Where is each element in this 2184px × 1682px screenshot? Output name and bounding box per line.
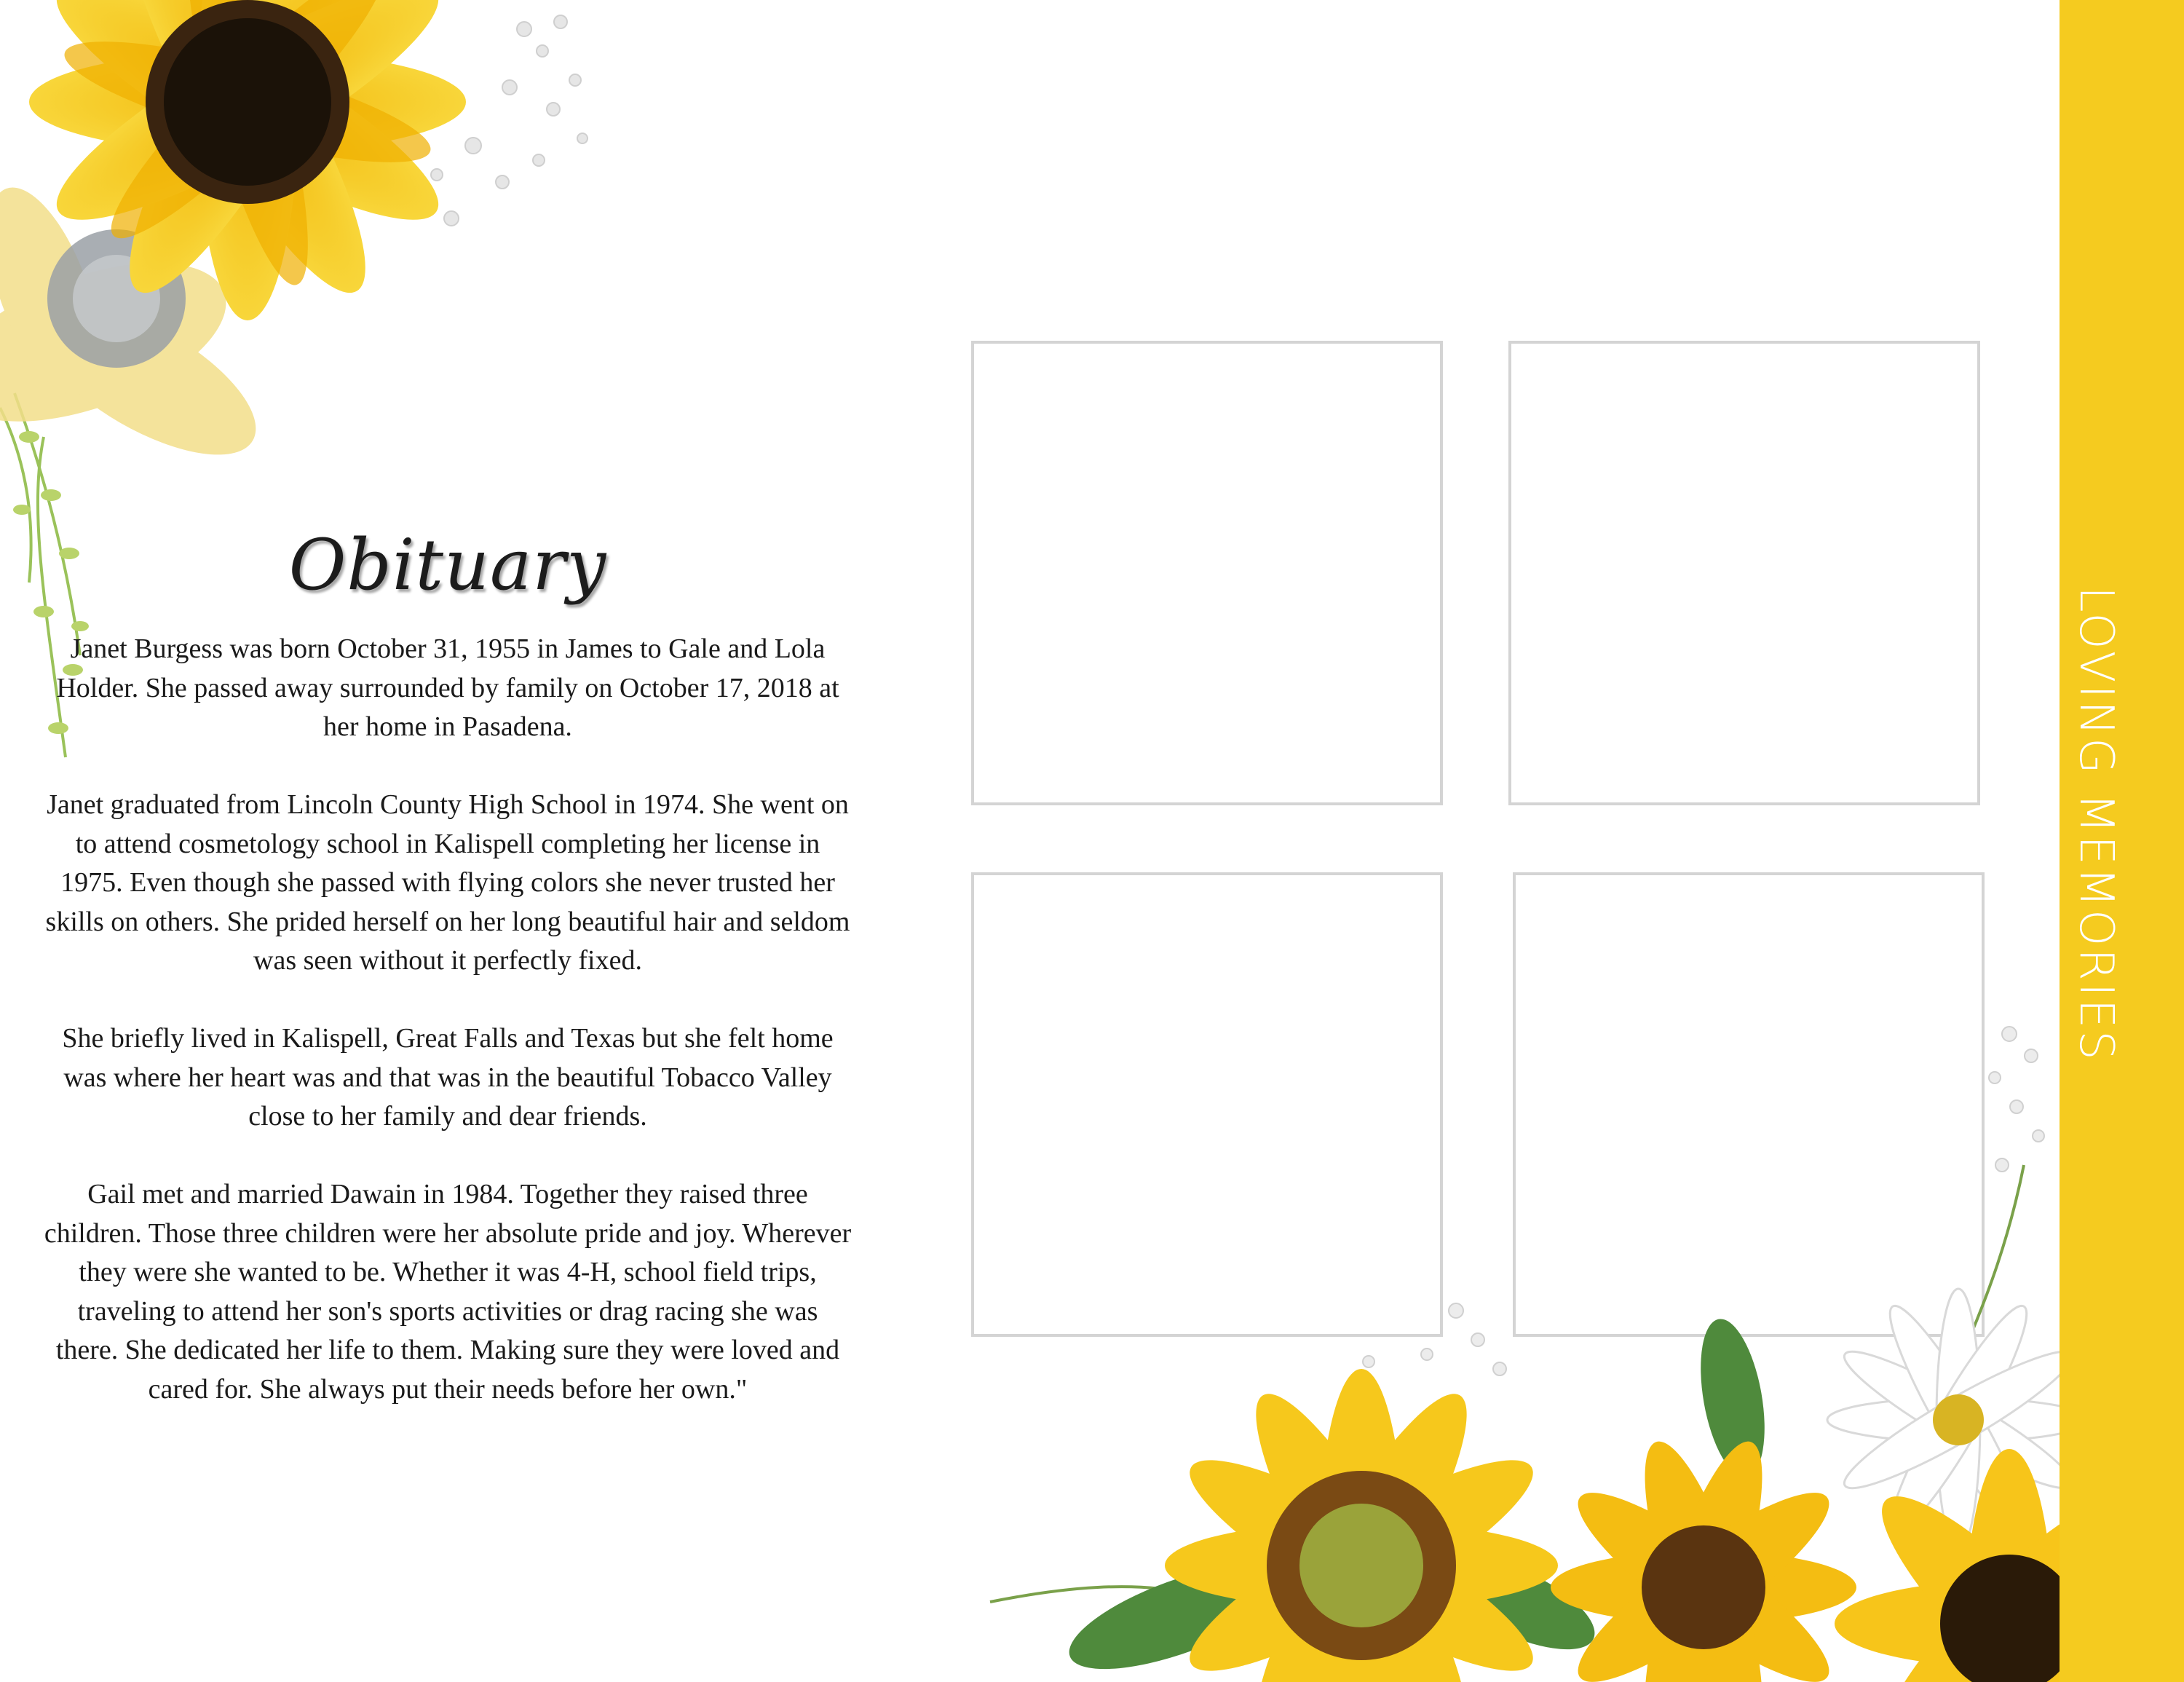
obituary-text [44, 630, 852, 1448]
obituary-paragraph: Gail met and married Dawain in 1984. Together they raised three children. Those three children were her absolute pride and joy. Wherever they were she wanted to be. Whether it was 4-H, school field trips, traveling to attend her son's sports activities or drag racing she was there. She dedicated her life to them. Making sure they were loved and cared for. She always put their needs before her own." [44, 1179, 852, 1405]
photo-frame[interactable] [971, 872, 1443, 1337]
obituary-title: Obituary [288, 524, 607, 606]
obituary-paragraph: Janet graduated from Lincoln County High School in 1974. She went on to attend cosmetology school in Kalispell completing her license in 1975. Even though she passed with flying colors she never trusted her skills on others. She prided herself on her long beautiful hair and seldom was seen without it perfectly fixed. [45, 789, 850, 976]
side-band-title: LOVING MEMORIES [2069, 586, 2123, 1062]
photo-frame[interactable] [1513, 872, 1985, 1337]
obituary-paragraph: She briefly lived in Kalispell, Great Falls and Texas but she felt home was where her heart was and that was in the beautiful Tobacco Valley close to her family and dear friends. [62, 1023, 834, 1132]
photo-frame[interactable] [1508, 341, 1980, 805]
obituary-paragraph: Janet Burgess was born October 31, 1955 in James to Gale and Lola Holder. She passed away surrounded by family on October 17, 2018 at her home in Pasadena. [56, 633, 839, 742]
photo-frame[interactable] [971, 341, 1443, 805]
